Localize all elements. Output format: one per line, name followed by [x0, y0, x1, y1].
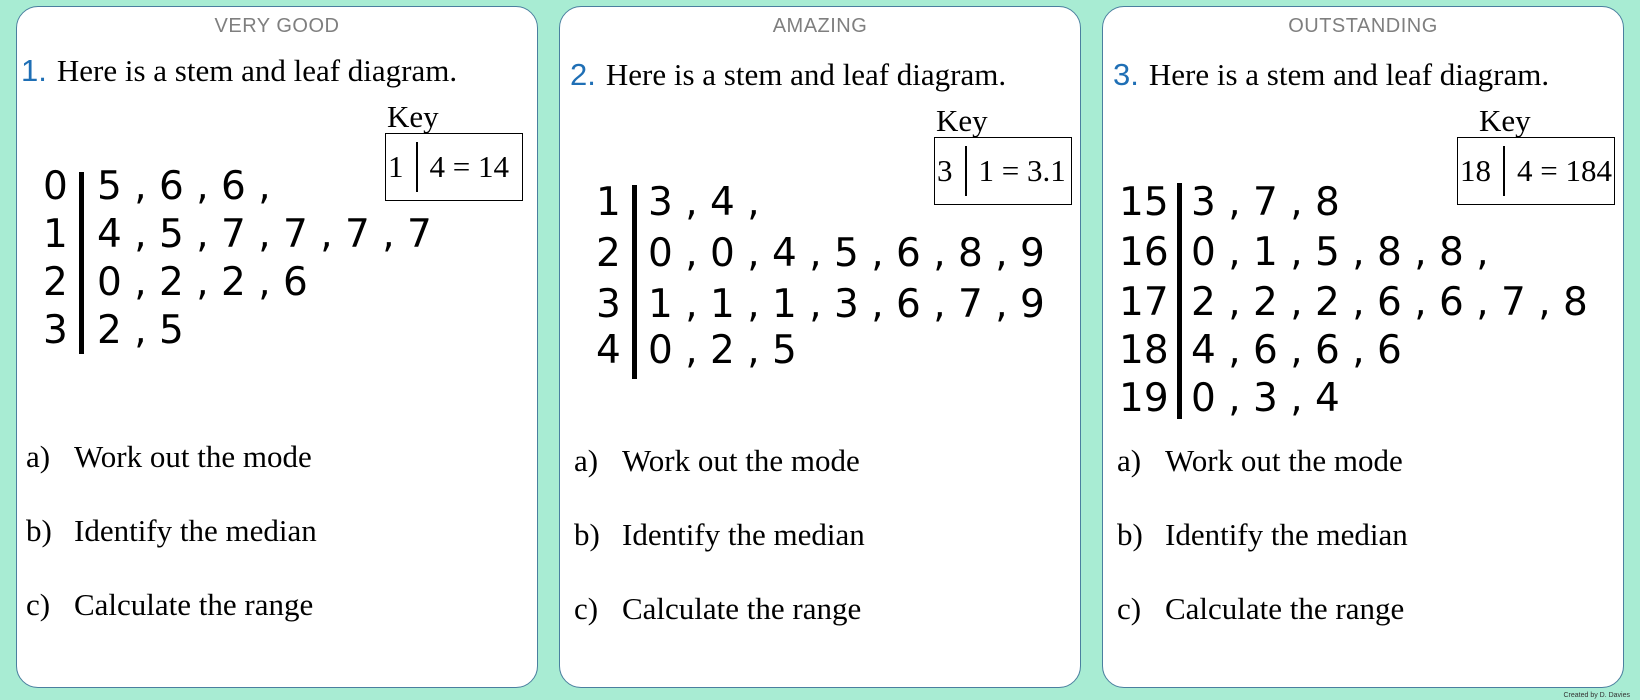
plot-row	[43, 211, 432, 259]
row-leaves: 1 , 1 , 1 , 3 , 6 , 7 , 9	[648, 282, 1045, 327]
question-text	[570, 57, 1006, 93]
part-c	[574, 591, 861, 627]
card-amazing	[559, 6, 1081, 688]
part-text: Identify the median	[622, 517, 865, 552]
part-text: Work out the mode	[622, 443, 860, 478]
row-stem: 0	[43, 164, 68, 209]
key-box	[1457, 137, 1615, 205]
row-stem: 4	[596, 328, 621, 373]
part-c	[1117, 591, 1404, 627]
row-leaves: 5 , 6 , 6 ,	[97, 164, 271, 209]
question-text	[21, 53, 457, 89]
part-text: Identify the median	[74, 513, 317, 548]
key-divider	[416, 142, 418, 192]
plot-row	[596, 281, 1045, 329]
plot-row	[43, 163, 271, 211]
plot-row	[1119, 327, 1402, 375]
key-box	[934, 137, 1072, 205]
plot-row	[1119, 229, 1489, 277]
row-leaves: 3 , 7 , 8	[1191, 180, 1340, 225]
key-label: Key	[387, 99, 439, 134]
author-credit: Created by D. Davies	[1563, 692, 1630, 699]
row-leaves: 0 , 2 , 2 , 6	[97, 260, 308, 305]
question-prompt: Here is a stem and leaf diagram.	[1148, 57, 1550, 92]
question-text	[1113, 57, 1549, 93]
row-stem: 17	[1119, 280, 1169, 325]
question-prompt: Here is a stem and leaf diagram.	[605, 57, 1007, 92]
row-stem: 1	[596, 180, 621, 225]
row-stem: 2	[43, 260, 68, 305]
stem-divider-line	[1177, 183, 1182, 419]
key-expression: 4 = 14	[429, 149, 509, 184]
question-prompt: Here is a stem and leaf diagram.	[56, 53, 458, 88]
part-a	[574, 443, 860, 479]
question-number: 1.	[21, 53, 47, 88]
key-divider	[1503, 146, 1505, 196]
part-letter: c)	[26, 587, 51, 622]
part-b	[574, 517, 865, 553]
part-c	[26, 587, 313, 623]
plot-row	[1119, 179, 1340, 227]
part-text: Calculate the range	[1165, 591, 1405, 626]
stem-divider-line	[632, 185, 637, 379]
row-stem: 3	[596, 282, 621, 327]
part-letter: b)	[26, 513, 52, 548]
row-stem: 15	[1119, 180, 1169, 225]
part-text: Calculate the range	[74, 587, 314, 622]
plot-row	[1119, 375, 1340, 423]
row-stem: 3	[43, 308, 68, 353]
part-text: Work out the mode	[1165, 443, 1403, 478]
question-number: 2.	[570, 57, 596, 92]
part-letter: a)	[26, 439, 51, 474]
part-a	[1117, 443, 1403, 479]
key-box	[385, 133, 523, 201]
row-leaves: 4 , 6 , 6 , 6	[1191, 328, 1402, 373]
row-stem: 18	[1119, 328, 1169, 373]
row-stem: 2	[596, 231, 621, 276]
plot-row	[43, 259, 308, 307]
part-b	[1117, 517, 1408, 553]
part-text: Calculate the range	[622, 591, 862, 626]
part-letter: b)	[1117, 517, 1143, 552]
key-label: Key	[936, 103, 988, 138]
row-leaves: 2 , 2 , 2 , 6 , 6 , 7 , 8	[1191, 280, 1588, 325]
row-leaves: 0 , 1 , 5 , 8 , 8 ,	[1191, 230, 1489, 275]
card-title: VERY GOOD	[214, 15, 340, 37]
part-letter: c)	[574, 591, 599, 626]
row-leaves: 0 , 2 , 5	[648, 328, 797, 373]
card-very-good	[16, 6, 538, 688]
part-b	[26, 513, 317, 549]
row-leaves: 3 , 4 ,	[648, 180, 760, 225]
part-letter: c)	[1117, 591, 1142, 626]
card-title: AMAZING	[772, 15, 868, 37]
key-stem: 1	[388, 149, 404, 184]
plot-row	[43, 307, 184, 355]
plot-row	[596, 327, 797, 375]
key-expression: 4 = 184	[1517, 153, 1612, 188]
stem-divider-line	[79, 172, 84, 354]
row-leaves: 0 , 3 , 4	[1191, 376, 1340, 421]
row-leaves: 0 , 0 , 4 , 5 , 6 , 8 , 9	[648, 231, 1045, 276]
plot-row	[1119, 279, 1588, 327]
row-stem: 1	[43, 212, 68, 257]
part-text: Work out the mode	[74, 439, 312, 474]
row-leaves: 4 , 5 , 7 , 7 , 7 , 7	[97, 212, 432, 257]
part-letter: b)	[574, 517, 600, 552]
row-stem: 16	[1119, 230, 1169, 275]
card-title: OUTSTANDING	[1288, 15, 1438, 37]
question-number: 3.	[1113, 57, 1139, 92]
part-letter: a)	[1117, 443, 1142, 478]
row-leaves: 2 , 5	[97, 308, 184, 353]
key-stem: 3	[937, 153, 953, 188]
plot-row	[596, 230, 1045, 278]
key-label: Key	[1479, 103, 1531, 138]
plot-row	[596, 179, 760, 227]
key-expression: 1 = 3.1	[978, 153, 1066, 188]
key-divider	[965, 146, 967, 196]
key-stem: 18	[1460, 153, 1491, 188]
card-outstanding	[1102, 6, 1624, 688]
part-text: Identify the median	[1165, 517, 1408, 552]
part-a	[26, 439, 312, 475]
row-stem: 19	[1119, 376, 1169, 421]
part-letter: a)	[574, 443, 599, 478]
